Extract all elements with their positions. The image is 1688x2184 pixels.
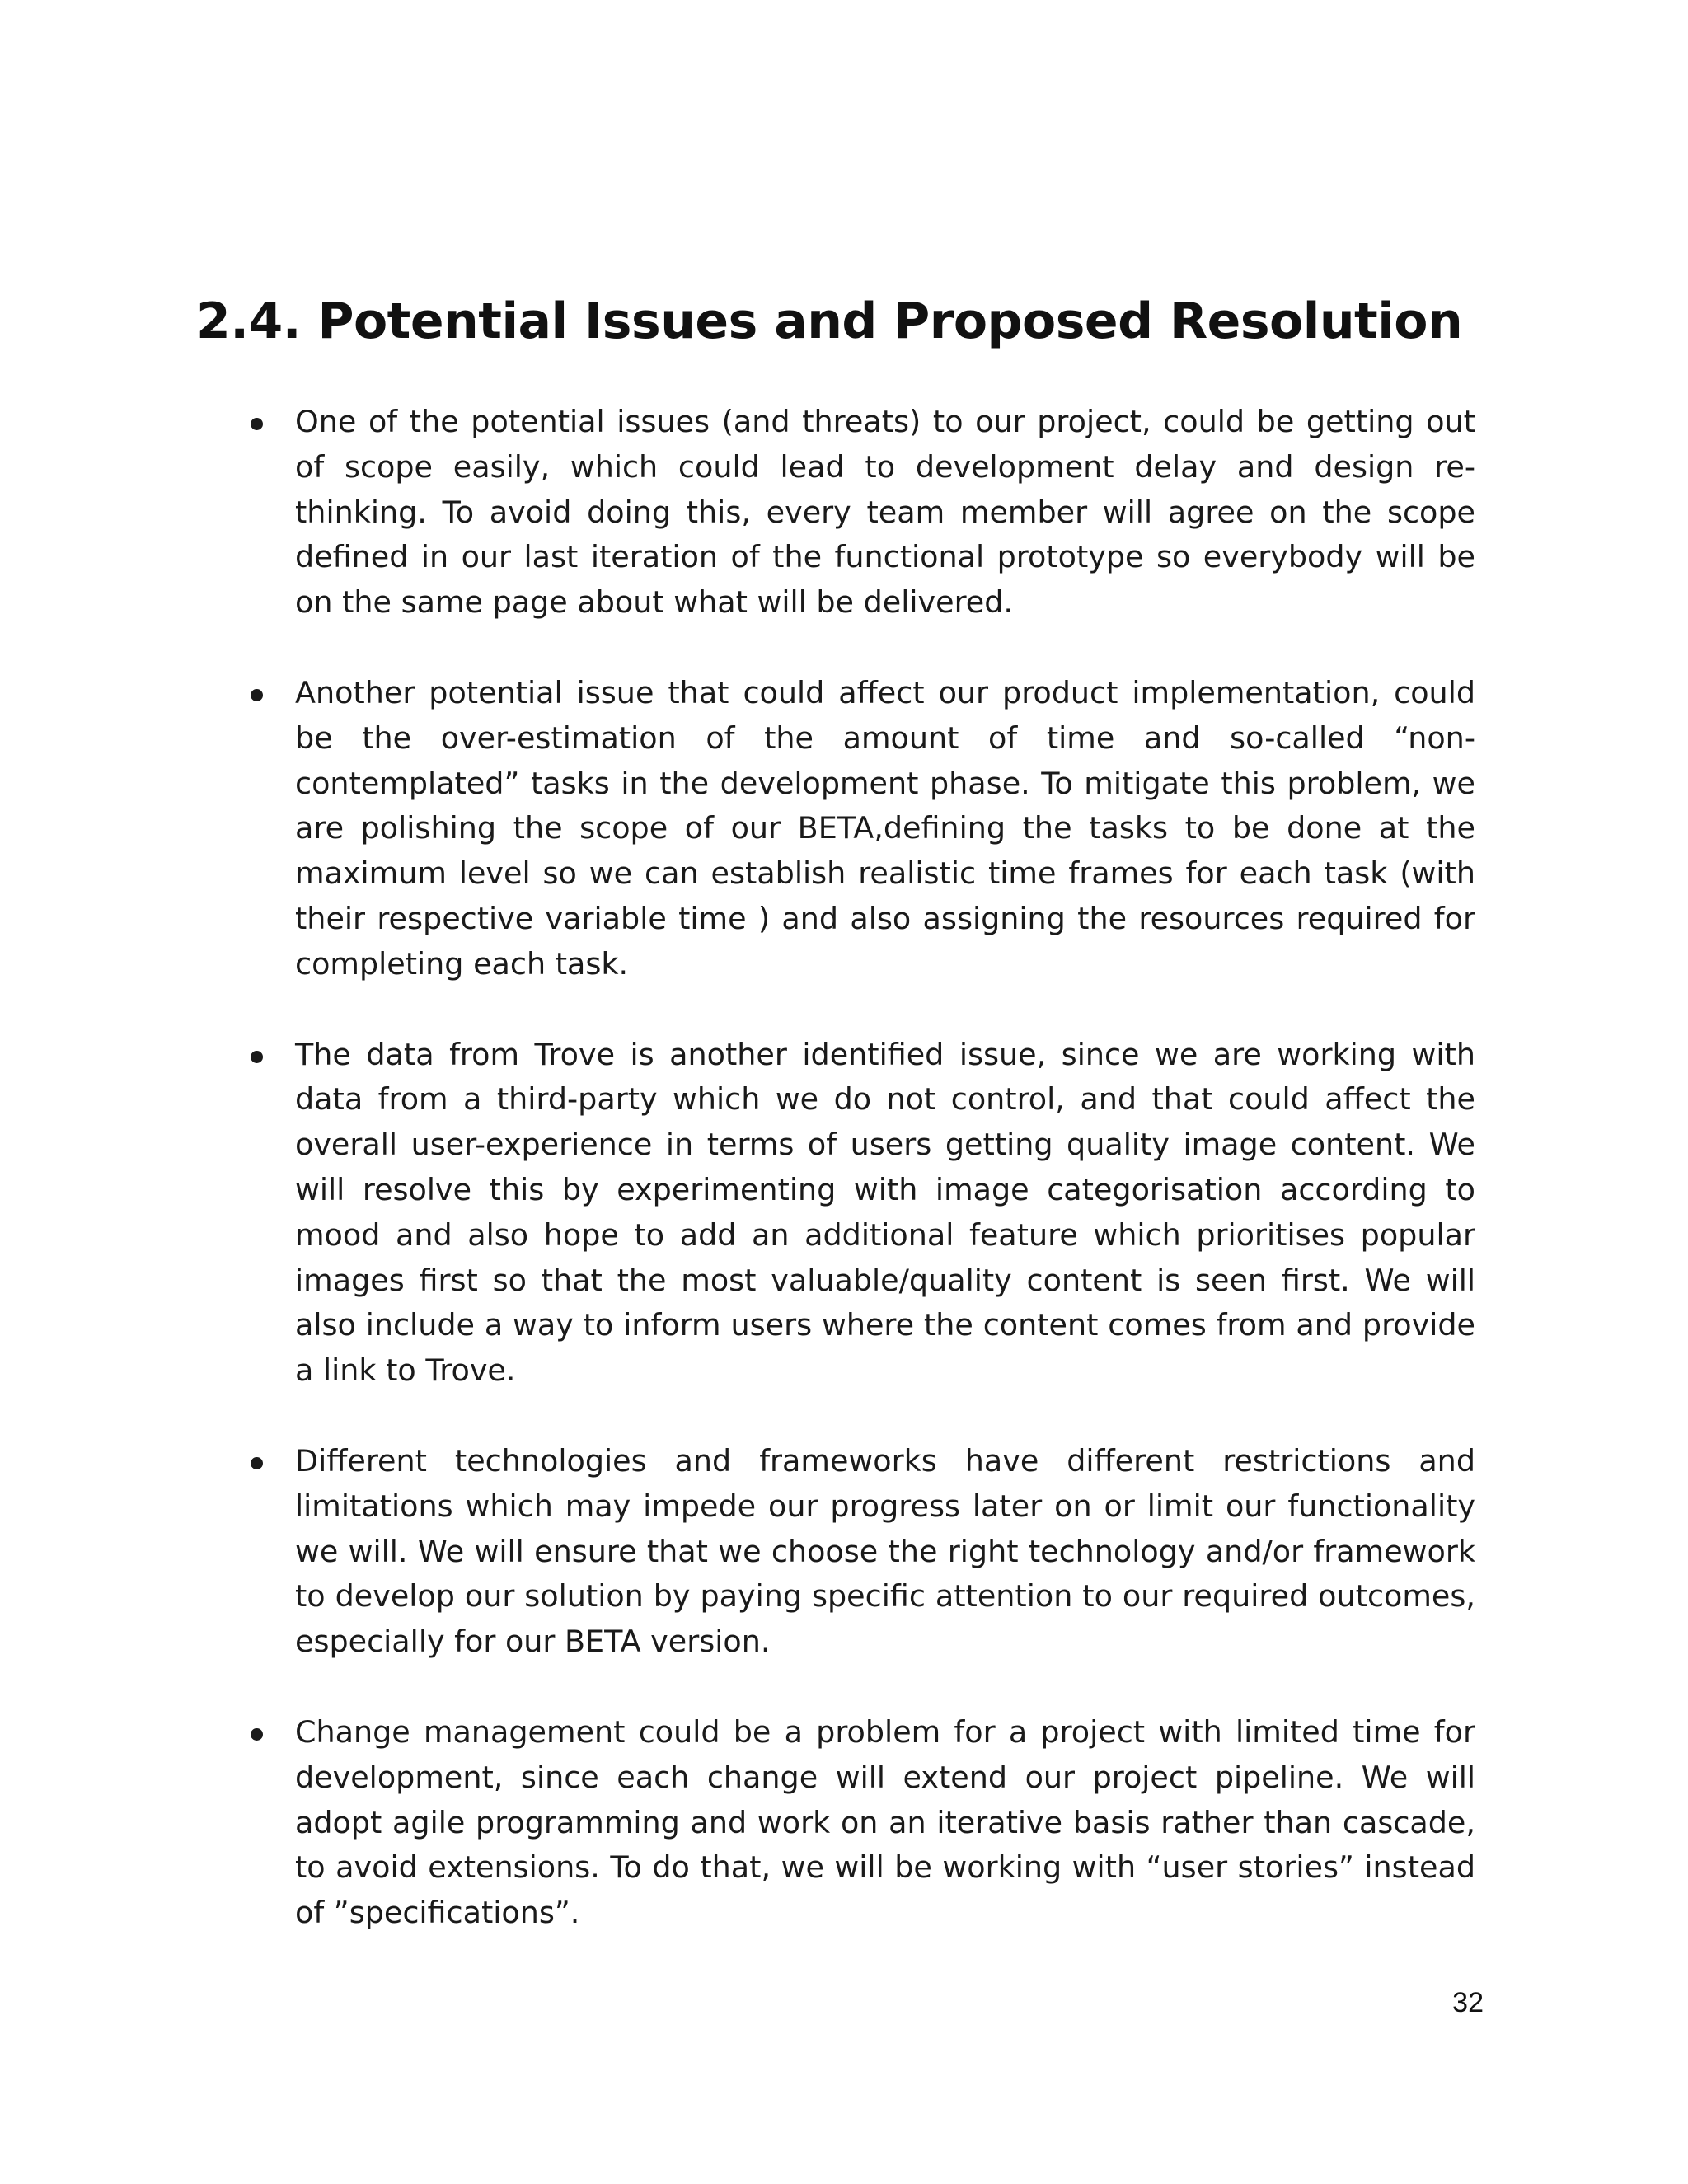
list-item-text: Change management could be a problem for a project with limited time for development, since each change will extend our project pipeline. We will adopt agile programming and work on an iterative basis rather than cascade, to avoid extensions. To do that, we will be working with “user stories” instead of ”specifications”. xyxy=(295,1713,1475,1931)
bullet-icon xyxy=(251,1457,263,1469)
list-item-text: Another potential issue that could affect our product implementation, could be the over-estimation of the amount of time and so-called “non-contemplated” tasks in the development phase. To mitigate this problem, we are polishing the scope of our BETA,defining the tasks to be done at the maximum level so we can establish realistic time frames for each task (with their respective variable time ) and also assigning the resources required for completing each task. xyxy=(295,674,1475,982)
bullet-icon xyxy=(251,1051,263,1063)
section-heading: 2.4. Potential Issues and Proposed Resolution xyxy=(196,293,1463,350)
page-number: 32 xyxy=(1452,1987,1484,2018)
list-item-text: Different technologies and frameworks have different restrictions and limitations which may impede our progress later on or limit our functionality we will. We will ensure that we choose the right technology and/or framework to develop our solution by paying specific attention to our required outcomes, especially for our BETA version. xyxy=(295,1442,1475,1660)
list-item xyxy=(0,1033,1688,1394)
list-item xyxy=(0,400,1688,626)
list-item xyxy=(0,671,1688,987)
list-item-text: One of the potential issues (and threats) to our project, could be getting out of scope easily, which could lead to development delay and design re-thinking. To avoid doing this, every team member will agree on the scope defined in our last iteration of the functional prototype so everybody will be on the same page about what will be delivered. xyxy=(295,404,1475,621)
list-item-text: The data from Trove is another identified issue, since we are working with data from a third-party which we do not control, and that could affect the overall user-experience in terms of users getting quality image content. We will resolve this by experimenting with image categorisation according to mood and also hope to add an additional feature which prioritises popular images first so that the most valuable/quality content is seen first. We will also include a way to inform users where the content comes from and provide a link to Trove. xyxy=(295,1036,1475,1389)
issues-list xyxy=(0,400,1688,1981)
list-item xyxy=(0,1710,1688,1936)
list-item xyxy=(0,1439,1688,1665)
bullet-icon xyxy=(251,418,263,430)
bullet-icon xyxy=(251,1728,263,1741)
bullet-icon xyxy=(251,689,263,701)
